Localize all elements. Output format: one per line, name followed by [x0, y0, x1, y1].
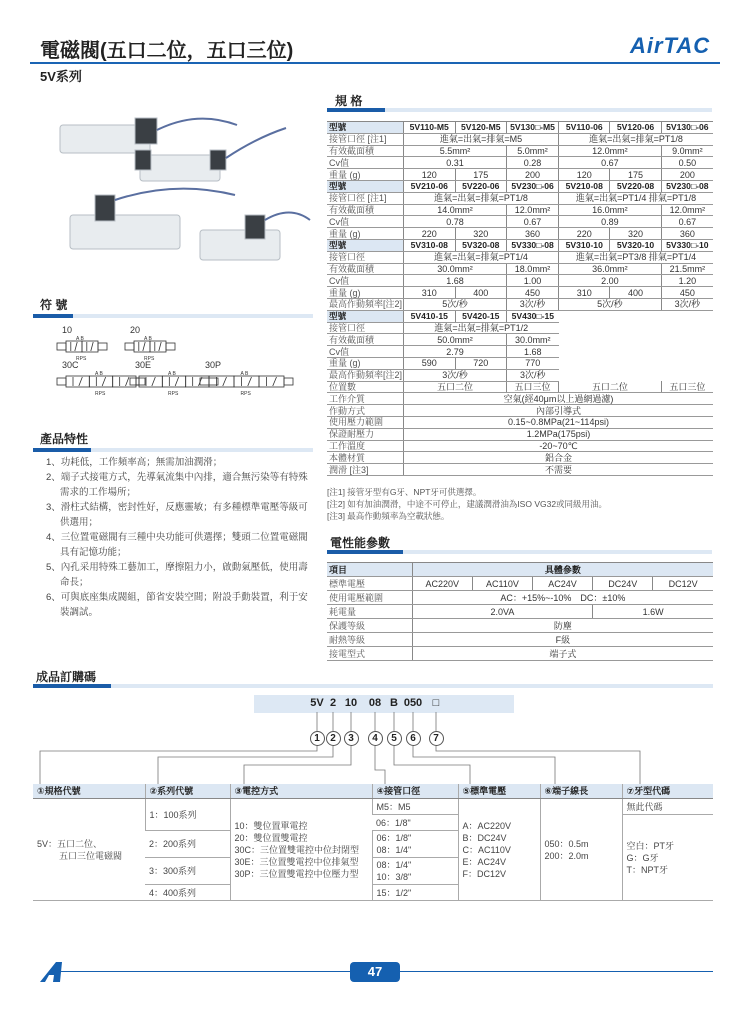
- spec-cell: 220: [404, 228, 455, 240]
- spec-cell: 12.0mm²: [507, 204, 559, 216]
- elec-row-label: 耗電量: [327, 605, 412, 619]
- spec-row-label: 保證耐壓力: [327, 428, 404, 440]
- order-code-index: 3: [344, 731, 359, 746]
- spec-cell: 1.20: [661, 275, 713, 287]
- spec-row-label: 使用壓力範圍: [327, 416, 404, 428]
- elec-row-label: 使用電壓範圍: [327, 591, 412, 605]
- spec-cell: 5次/秒: [404, 298, 507, 310]
- series-cell: 2：200系列: [145, 831, 230, 858]
- voltage-option: C：AC110V: [462, 844, 511, 855]
- elec-cell: AC24V: [533, 577, 593, 591]
- spec-cell: 1.00: [507, 275, 559, 287]
- spec-cell: 450: [507, 287, 559, 299]
- series-subtitle: 5V系列: [40, 69, 82, 84]
- svg-text:A B: A B: [168, 371, 176, 377]
- spec-cell: 400: [455, 287, 507, 299]
- spec-cell: 進氣=出氣=排氣=PT1/2: [404, 322, 559, 334]
- spec-cell: 5V410-15: [404, 310, 455, 322]
- spec-cell: 2.79: [404, 346, 507, 358]
- spec-cell: 320: [455, 228, 507, 240]
- spec-cell: 120: [559, 169, 610, 181]
- spec-cell: 12.0mm²: [661, 204, 713, 216]
- order-code-segment: 08: [368, 697, 382, 709]
- spec-cell: 五口二位: [404, 381, 507, 393]
- spec-cell: 450: [661, 287, 713, 299]
- spec-cell: 3次/秒: [507, 298, 559, 310]
- elec-header-params: 具體參數: [412, 563, 713, 577]
- spec-cell: 36.0mm²: [559, 263, 662, 275]
- order-code-index: 7: [429, 731, 444, 746]
- symbol-label: 30C: [62, 360, 79, 370]
- spec-row-label: 重量 (g): [327, 228, 404, 240]
- thread-option: G：G牙: [626, 852, 659, 863]
- airtac-logo: AirTAC: [630, 33, 711, 58]
- spec-cell: 0.89: [559, 216, 662, 228]
- elec-cell: 端子式: [412, 647, 713, 661]
- series-cell: 1：100系列: [145, 799, 230, 831]
- port-cell: 15：1/2": [372, 885, 458, 901]
- order-code-segment: 10: [344, 697, 358, 709]
- voltage-option: B：DC24V: [462, 832, 507, 843]
- order-heading: 成品訂購碼: [36, 670, 97, 684]
- elec-cell: DC24V: [593, 577, 653, 591]
- voltage-option: F：DC12V: [462, 868, 507, 879]
- spec-cell: 5V420-15: [455, 310, 507, 322]
- spec-cell: 5V430□-15: [507, 310, 559, 322]
- spec-cell: 5V120-06: [610, 122, 661, 134]
- page-number: 47: [350, 962, 400, 982]
- elec-cell: F級: [412, 633, 713, 647]
- spec-cell: 進氣=出氣=排氣=PT1/8: [559, 133, 713, 145]
- elec-row-label: 保護等級: [327, 619, 412, 633]
- spec-cell: 175: [610, 169, 661, 181]
- airtac-a-logo-icon: [38, 960, 68, 984]
- spec-cell: 5V310-10: [559, 239, 610, 251]
- spec-note: [注1] 接管牙型有G牙、NPT牙可供選擇。: [327, 487, 482, 497]
- order-header: ④接管口徑: [372, 784, 458, 799]
- spec-row-label: 最高作動頻率[注2]: [329, 299, 403, 310]
- spec-row-label: 本體材質: [327, 452, 404, 464]
- spec-cell: 30.0mm²: [507, 334, 559, 346]
- spec-cell: 0.31: [404, 157, 507, 169]
- symbol-label: 30P: [205, 360, 222, 370]
- spec-row-label: 有效截面積: [327, 145, 404, 157]
- spec-cell: 0.67: [661, 216, 713, 228]
- spec-row-label: 重量 (g): [327, 357, 404, 369]
- spec-cell: -20~70℃: [404, 440, 713, 452]
- order-header: ①規格代號: [33, 784, 145, 799]
- elec-cell: AC110V: [472, 577, 532, 591]
- control-option: 30E：三位置雙電控中位排氣型: [234, 856, 359, 867]
- spec-cell: 3次/秒: [507, 369, 559, 381]
- spec-cell: 0.50: [661, 157, 713, 169]
- order-code-segment: B: [390, 697, 398, 709]
- spec-cell: 5V320-08: [455, 239, 507, 251]
- svg-text:RPS: RPS: [240, 391, 251, 396]
- order-header: ⑦牙型代碼: [622, 784, 713, 799]
- voltage-option: E：AC24V: [462, 856, 507, 867]
- spec-cell: 50.0mm²: [404, 334, 507, 346]
- spec-row-label: 接管口徑 [注1]: [327, 133, 404, 145]
- spec-row-label: 位置數: [327, 381, 404, 393]
- spec-cell: 5V220-08: [610, 180, 661, 192]
- spec-note: [注3] 最高作動頻率為空載狀態。: [327, 511, 450, 521]
- symbol-label: 30E: [135, 360, 152, 370]
- spec-heading: 規 格: [335, 94, 363, 108]
- spec-cell: 310: [404, 287, 455, 299]
- port-cell: [372, 858, 458, 885]
- symbol-heading: 符 號: [40, 298, 68, 312]
- spec-cell: 2.00: [559, 275, 662, 287]
- spec-cell: 220: [559, 228, 610, 240]
- svg-text:RPS: RPS: [168, 391, 179, 396]
- spec-cell: 3次/秒: [404, 369, 507, 381]
- feature-item: 3、滑柱式結構，密封性好，反應靈敏；有多種標準電壓等級可供選用；: [46, 502, 308, 528]
- thread-cell: [622, 815, 713, 901]
- spec-cell: 3次/秒: [661, 298, 713, 310]
- page-title: 電磁閥(五口二位，五口三位): [40, 40, 294, 62]
- order-code-segment: 2: [329, 697, 337, 709]
- spec-cell: 16.0mm²: [559, 204, 662, 216]
- series-cell: 4：400系列: [145, 885, 230, 901]
- spec-cell: 1.2MPa(175psi): [404, 428, 713, 440]
- control-option: 30P：三位置雙電控中位壓力型: [234, 868, 359, 879]
- spec-cell: 30.0mm²: [404, 263, 507, 275]
- spec-cell: 0.78: [404, 216, 507, 228]
- port-option: 08：1/4": [376, 845, 412, 855]
- spec-row-label: 接管口徑 [注1]: [327, 192, 404, 204]
- spec-cell: 內部引導式: [404, 405, 713, 417]
- order-code-index: 6: [406, 731, 421, 746]
- lead-option: 050：0.5m: [544, 838, 589, 849]
- spec-cell: 0.67: [559, 157, 662, 169]
- spec-cell: 進氣=出氣=PT1/4 排氣=PT1/8: [559, 192, 713, 204]
- elec-cell: AC：+15%~-10% DC：±10%: [412, 591, 713, 605]
- spec-row-label: 型號: [327, 310, 404, 322]
- spec-cell: 不需要: [404, 464, 713, 476]
- spec-cell: 9.0mm²: [661, 145, 713, 157]
- spec-cell: 5V130□-06: [661, 122, 713, 134]
- spec-cell: 18.0mm²: [507, 263, 559, 275]
- spec-cell: 21.5mm²: [661, 263, 713, 275]
- spec-cell: 五口三位: [661, 381, 713, 393]
- spec-row-label: Cv值: [327, 216, 404, 228]
- spec-code-text: 5V：五口二位、: [37, 838, 103, 849]
- feature-item: 4、三位置電磁閥有三種中央功能可供選擇；雙頭二位置電磁閥具有記憶功能；: [46, 532, 308, 558]
- spec-cell: 1.68: [507, 346, 559, 358]
- order-code-index: 5: [387, 731, 402, 746]
- spec-cell: 5V110-06: [559, 122, 610, 134]
- spec-cell: 5V210-06: [404, 180, 455, 192]
- spec-cell: 5.0mm²: [507, 145, 559, 157]
- elec-row-label: 耐熱等級: [327, 633, 412, 647]
- lead-option: 200：2.0m: [544, 850, 589, 861]
- port-cell: [372, 831, 458, 858]
- order-header: ⑥端子線長: [540, 784, 622, 799]
- spec-cell: 200: [661, 169, 713, 181]
- spec-row-label: 工作溫度: [327, 440, 404, 452]
- spec-row-label: 重量 (g): [327, 169, 404, 181]
- spec-cell: 進氣=出氣=排氣=PT1/4: [404, 251, 559, 263]
- features-heading: 產品特性: [40, 432, 89, 446]
- spec-cell: 14.0mm²: [404, 204, 507, 216]
- spec-row-label: 接管口徑: [327, 251, 404, 263]
- thread-option: T：NPT牙: [626, 864, 668, 875]
- thread-cell: 無此代碼: [622, 799, 713, 815]
- spec-cell: 400: [610, 287, 661, 299]
- spec-cell: 200: [507, 169, 559, 181]
- order-code-segment: □: [432, 697, 440, 709]
- thread-option: 空白：PT牙: [626, 840, 675, 851]
- elec-cell: AC220V: [412, 577, 472, 591]
- port-option: 10：3/8": [376, 872, 412, 882]
- elec-row-label: 標準電壓: [327, 577, 412, 591]
- order-code-table: [33, 784, 713, 901]
- feature-item: 6、可與底座集成閥組，節省安裝空間；附設手動裝置，利于安裝調試。: [46, 592, 308, 618]
- port-option: 08：1/4": [376, 860, 412, 870]
- svg-text:A B: A B: [76, 336, 84, 342]
- spec-cell: 5V220-06: [455, 180, 507, 192]
- feature-item: 1、功耗低，工作頻率高；無需加油潤滑；: [46, 457, 223, 468]
- spec-cell: 5V310-08: [404, 239, 455, 251]
- svg-text:A B: A B: [95, 371, 103, 377]
- spec-cell: 175: [455, 169, 507, 181]
- svg-text:RPS: RPS: [95, 391, 106, 396]
- spec-row-label: 有效截面積: [327, 334, 404, 346]
- spec-cell: 320: [610, 228, 661, 240]
- spec-cell: 進氣=出氣=PT3/8 排氣=PT1/4: [559, 251, 713, 263]
- spec-code-cell: [33, 799, 145, 901]
- spec-cell: 0.67: [507, 216, 559, 228]
- port-cell: M5：M5: [372, 799, 458, 815]
- spec-row-label: 型號: [327, 122, 404, 134]
- feature-item: 2、端子式接電方式，先導氣流集中內排，適合無污染等有特殊需求的工作場所；: [46, 472, 308, 498]
- series-cell: 3：300系列: [145, 858, 230, 885]
- spec-row-label: 重量 (g): [327, 287, 404, 299]
- order-code-segment: 5V: [310, 697, 324, 709]
- control-option: 10：雙位置單電控: [234, 820, 308, 831]
- spec-cell: 鋁合金: [404, 452, 713, 464]
- spec-cell: 720: [455, 357, 507, 369]
- spec-cell: 590: [404, 357, 455, 369]
- spec-cell: 5.5mm²: [404, 145, 507, 157]
- spec-cell: 五口三位: [507, 381, 559, 393]
- order-header: ③電控方式: [230, 784, 372, 799]
- spec-row-label: 型號: [327, 239, 404, 251]
- elec-cell: 2.0VA: [412, 605, 592, 619]
- feature-item: 5、內孔采用特殊工藝加工，摩擦阻力小，啟動氣壓低，使用壽命長；: [46, 562, 308, 588]
- control-cell: [230, 799, 372, 901]
- control-option: 30C：三位置雙電控中位封閉型: [234, 844, 360, 855]
- spec-cell: 5V120-M5: [455, 122, 507, 134]
- spec-cell: 5V230□-06: [507, 180, 559, 192]
- symbol-label: 10: [62, 325, 73, 335]
- symbol-label: 20: [130, 325, 141, 335]
- spec-cell: 五口二位: [559, 381, 662, 393]
- spec-cell: 12.0mm²: [559, 145, 662, 157]
- spec-cell: 空氣(經40μm以上過網過濾): [404, 393, 713, 405]
- svg-text:A B: A B: [144, 336, 152, 342]
- spec-cell: 5V330□-08: [507, 239, 559, 251]
- order-code-index: 1: [310, 731, 325, 746]
- spec-cell: 5V110-M5: [404, 122, 455, 134]
- spec-row-label: 有效截面積: [327, 263, 404, 275]
- spec-cell: 770: [507, 357, 559, 369]
- order-code-index: 2: [326, 731, 341, 746]
- svg-text:RPS: RPS: [76, 356, 87, 361]
- spec-cell: 0.28: [507, 157, 559, 169]
- spec-row-label: Cv值: [327, 157, 404, 169]
- spec-cell: 5V320-10: [610, 239, 661, 251]
- spec-row-label: 型號: [327, 180, 404, 192]
- voltage-option: A：AC220V: [462, 820, 512, 831]
- spec-cell: 360: [507, 228, 559, 240]
- spec-cell: 360: [661, 228, 713, 240]
- spec-cell: 進氣=出氣=排氣=M5: [404, 133, 559, 145]
- port-option: 06：1/8": [376, 833, 412, 843]
- spec-code-text: 五口三位電磁閥: [59, 850, 123, 861]
- spec-cell: 5次/秒: [559, 298, 662, 310]
- spec-row-label: 有效截面積: [327, 204, 404, 216]
- spec-cell: 5V330□-10: [661, 239, 713, 251]
- elec-cell: 1.6W: [593, 605, 713, 619]
- spec-cell: 120: [404, 169, 455, 181]
- spec-cell: 0.15~0.8MPa(21~114psi): [404, 416, 713, 428]
- spec-row-label: 工作介質: [327, 393, 404, 405]
- spec-cell: 5V230□-08: [661, 180, 713, 192]
- control-option: 20：雙位置雙電控: [234, 832, 308, 843]
- spec-cell: 5V210-08: [559, 180, 610, 192]
- elec-cell: 防塵: [412, 619, 713, 633]
- svg-text:RPS: RPS: [144, 356, 155, 361]
- order-header: ⑤標準電壓: [458, 784, 540, 799]
- spec-row-label: 作動方式: [327, 405, 404, 417]
- svg-text:A B: A B: [240, 371, 249, 377]
- port-cell: 06：1/8": [372, 815, 458, 831]
- spec-row-label: Cv值: [327, 275, 404, 287]
- elec-cell: DC12V: [653, 577, 713, 591]
- spec-row-label: 最高作動頻率[注2]: [329, 370, 403, 381]
- spec-row-label: 接管口徑: [327, 322, 404, 334]
- order-header: ②系列代號: [145, 784, 230, 799]
- elec-row-label: 接電型式: [327, 647, 412, 661]
- order-code-index: 4: [368, 731, 383, 746]
- spec-row-label: 潤滑 [注3]: [327, 464, 404, 476]
- spec-cell: 進氣=出氣=排氣=PT1/8: [404, 192, 559, 204]
- spec-note: [注2] 如有加油潤滑，中途不可停止，建議潤滑油為ISO VG32或同級用油。: [327, 499, 608, 509]
- spec-cell: 310: [559, 287, 610, 299]
- spec-cell: 5V130□-M5: [507, 122, 559, 134]
- voltage-cell: [458, 799, 540, 901]
- electrical-heading: 電性能參數: [330, 536, 391, 550]
- spec-row-label: Cv值: [327, 346, 404, 358]
- order-code-segment: 050: [403, 697, 423, 709]
- elec-header-item: 項目: [327, 563, 412, 577]
- spec-cell: 1.68: [404, 275, 507, 287]
- lead-cell: [540, 799, 622, 901]
